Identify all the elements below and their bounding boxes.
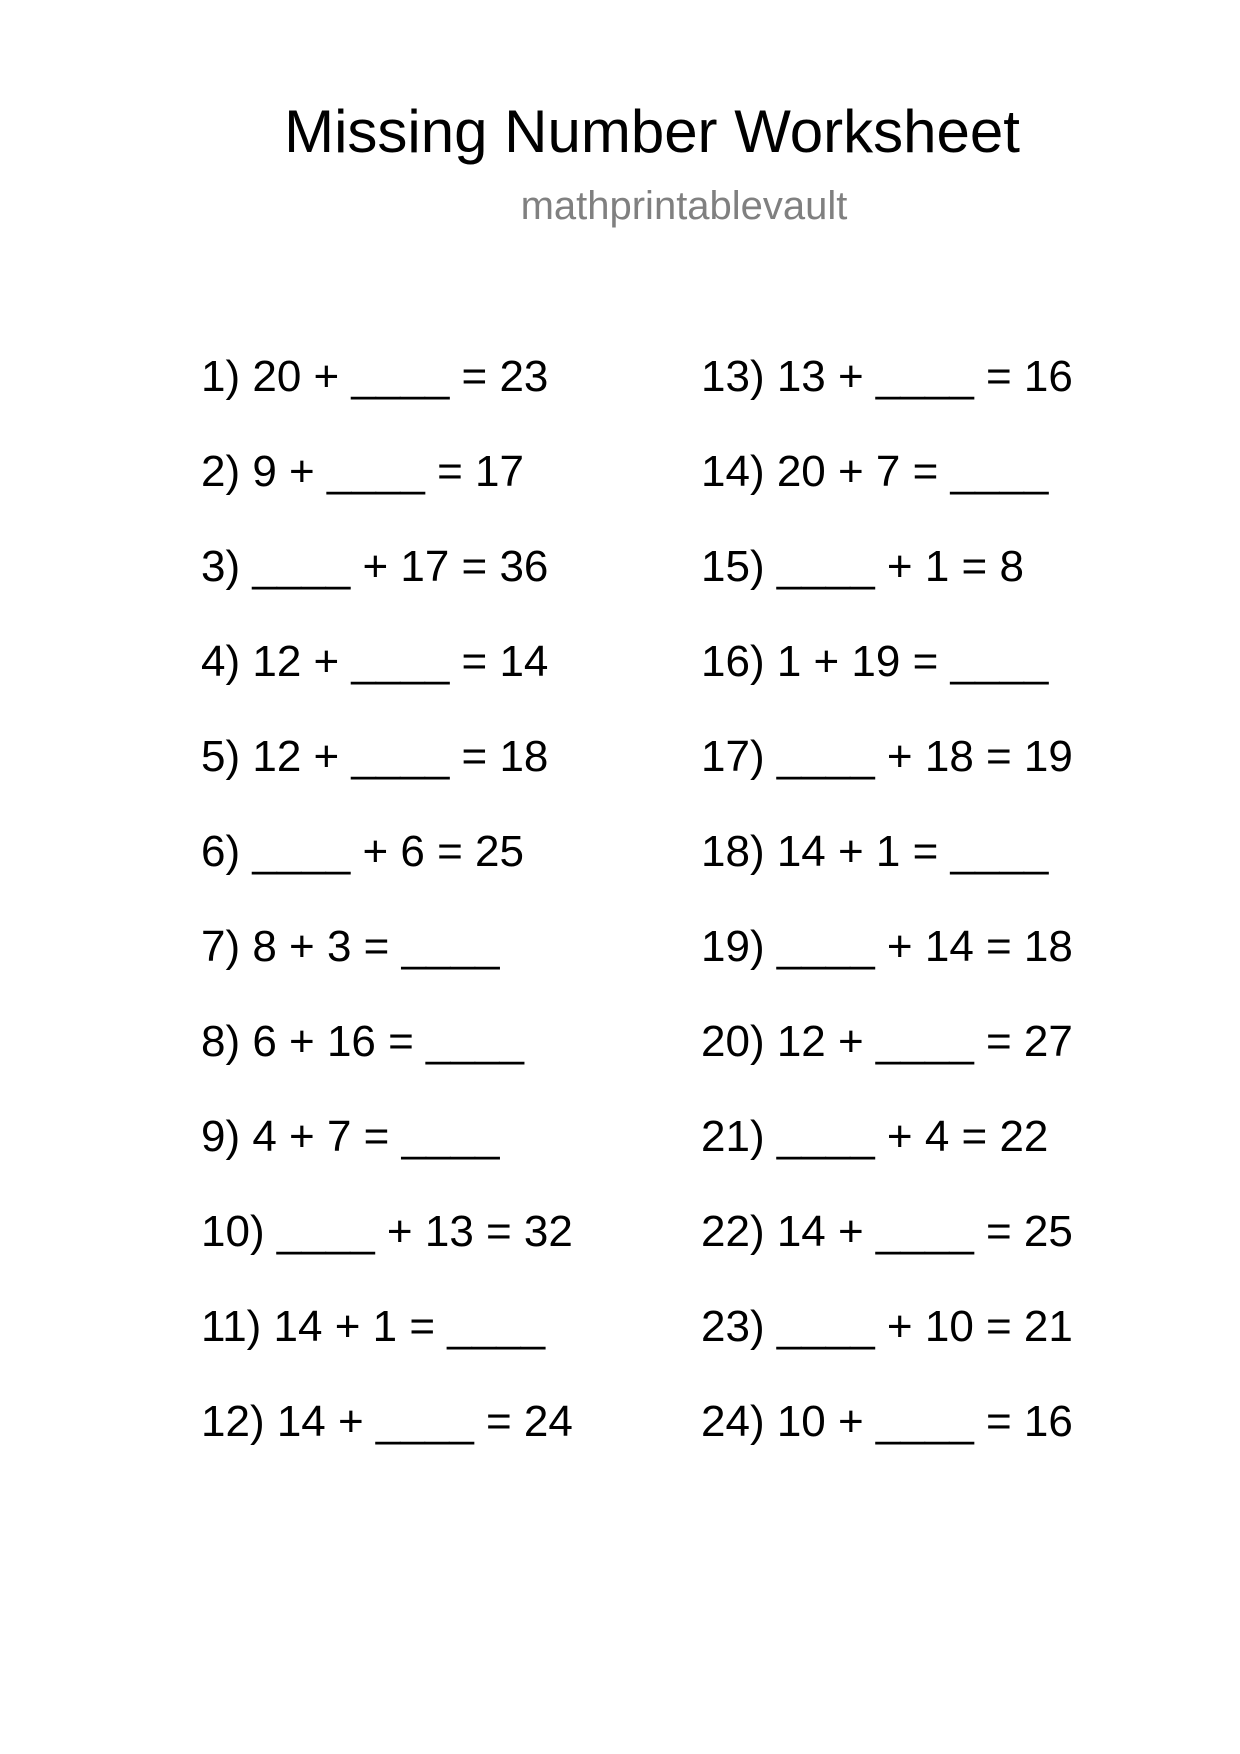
worksheet-subtitle: mathprintablevault xyxy=(520,184,848,228)
problem-20: 20) 12 + ____ = 27 xyxy=(701,1017,1073,1066)
problem-14: 14) 20 + 7 = ____ xyxy=(701,447,1049,496)
problem-23: 23) ____ + 10 = 21 xyxy=(701,1302,1073,1351)
problem-13: 13) 13 + ____ = 16 xyxy=(701,352,1073,401)
problem-9: 9) 4 + 7 = ____ xyxy=(201,1112,500,1161)
problem-column-right xyxy=(701,347,1073,1487)
problem-8: 8) 6 + 16 = ____ xyxy=(201,1017,524,1066)
problem-6: 6) ____ + 6 = 25 xyxy=(201,827,524,876)
problem-4: 4) 12 + ____ = 14 xyxy=(201,637,549,686)
problem-19: 19) ____ + 14 = 18 xyxy=(701,922,1073,971)
problem-column-left xyxy=(201,347,573,1487)
worksheet-title: Missing Number Worksheet xyxy=(284,98,1020,165)
problem-10: 10) ____ + 13 = 32 xyxy=(201,1207,573,1256)
problem-16: 16) 1 + 19 = ____ xyxy=(701,637,1049,686)
problem-15: 15) ____ + 1 = 8 xyxy=(701,542,1024,591)
problem-2: 2) 9 + ____ = 17 xyxy=(201,447,524,496)
problem-5: 5) 12 + ____ = 18 xyxy=(201,732,549,781)
problem-17: 17) ____ + 18 = 19 xyxy=(701,732,1073,781)
problem-7: 7) 8 + 3 = ____ xyxy=(201,922,500,971)
problem-11: 11) 14 + 1 = ____ xyxy=(201,1302,546,1351)
problem-18: 18) 14 + 1 = ____ xyxy=(701,827,1049,876)
problem-12: 12) 14 + ____ = 24 xyxy=(201,1397,573,1446)
problem-24: 24) 10 + ____ = 16 xyxy=(701,1397,1073,1446)
problem-21: 21) ____ + 4 = 22 xyxy=(701,1112,1049,1161)
problem-22: 22) 14 + ____ = 25 xyxy=(701,1207,1073,1256)
problem-1: 1) 20 + ____ = 23 xyxy=(201,352,549,401)
problem-3: 3) ____ + 17 = 36 xyxy=(201,542,549,591)
